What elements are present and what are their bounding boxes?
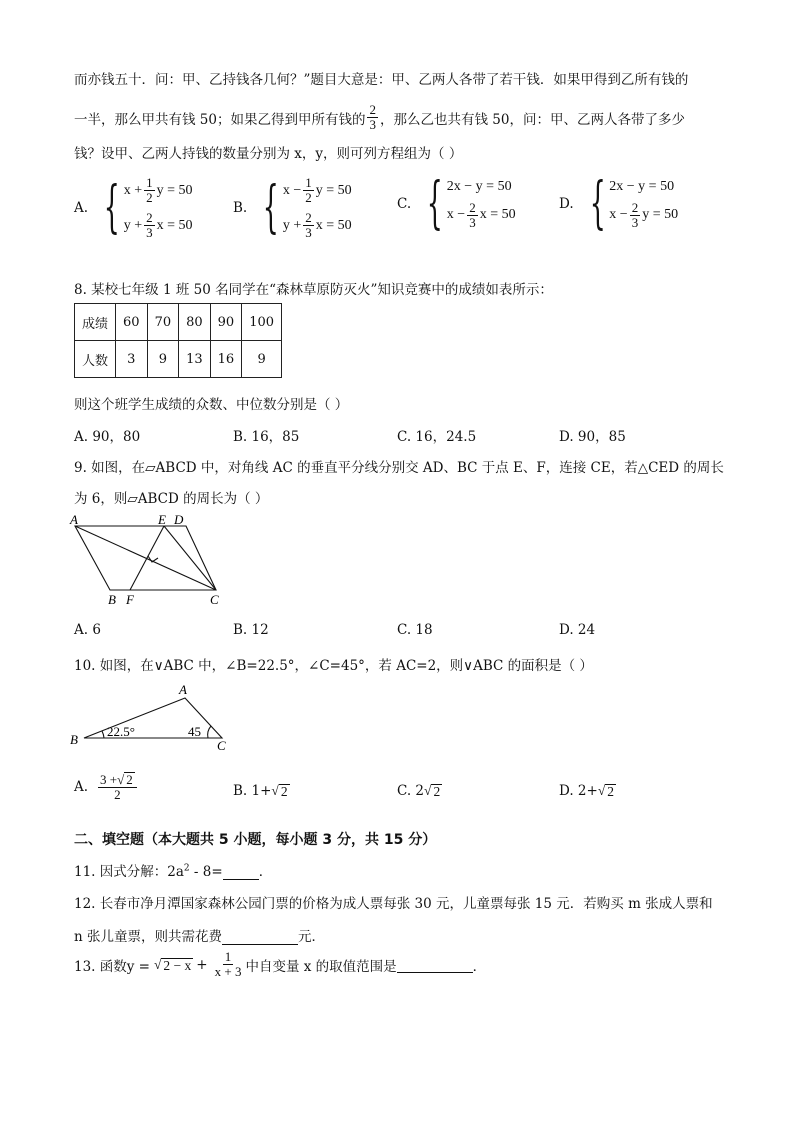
section-2-heading: 二、填空题（本大题共 5 小题，每小题 3 分，共 15 分） xyxy=(74,832,437,848)
equation-pre: x − xyxy=(609,207,628,222)
label-a: A xyxy=(70,512,78,527)
equation-system xyxy=(124,176,193,240)
q8-option-c: C. 16，24.5 xyxy=(397,429,477,445)
q8-cell: 成绩 xyxy=(75,304,116,341)
q7-line-2b: ，那么乙也共有钱 50，问：甲、乙两人各带了多少 xyxy=(379,111,685,128)
q7-option-d xyxy=(559,171,679,236)
q13-pre: 13. 函数y = xyxy=(74,958,150,975)
coefficient-fraction xyxy=(303,211,314,240)
q9-option-c: C. 18 xyxy=(397,622,433,638)
coefficient-fraction xyxy=(144,176,155,205)
angle-c-arc xyxy=(208,726,211,738)
equation-system xyxy=(609,179,678,230)
q8-option-b: B. 16，85 xyxy=(233,429,300,445)
angle-c-value: 45 xyxy=(188,724,201,739)
fraction-num: 1 xyxy=(305,175,312,190)
q8-cell: 16 xyxy=(210,341,242,378)
fraction-num: 2 xyxy=(146,210,153,225)
q10-option-c xyxy=(397,783,442,799)
equation-pre: 2x − y = 50 xyxy=(446,178,512,194)
sqrt-sign: √ 2 xyxy=(424,783,441,799)
q10-stem: 10. 如图，在∨ABC 中，∠B=22.5°，∠C=45°，若 AC=2，则∨ABC 的面积是（ ） xyxy=(74,658,593,674)
q11-pre: 11. 因式分解：2a xyxy=(74,864,184,880)
q11-exponent: 2 xyxy=(183,863,190,874)
label-d: D xyxy=(174,512,184,527)
q13-fraction-num: 1 xyxy=(224,949,232,964)
q8-cell: 70 xyxy=(147,304,179,341)
q13-end: ． xyxy=(472,958,487,975)
q10-option-a-num-pre: 3 + xyxy=(100,772,118,787)
radicand: 2 xyxy=(433,784,441,799)
option-label: D. xyxy=(559,196,574,212)
q7-line-2 xyxy=(74,103,685,132)
q9-option-a: A. 6 xyxy=(74,622,101,638)
fraction-den: 3 xyxy=(305,225,312,240)
coefficient-fraction xyxy=(144,211,155,240)
coefficient-fraction xyxy=(303,176,314,205)
q10-option-b xyxy=(233,783,290,799)
q9-parallelogram-figure xyxy=(64,512,234,608)
q8-cell: 80 xyxy=(179,304,211,341)
fraction-den: 3 xyxy=(469,214,476,230)
equation-pre: x − xyxy=(446,207,466,222)
q10-option-b-text: B. 1+ xyxy=(233,783,272,799)
q13-fraction-den: x + 3 xyxy=(214,964,242,979)
q11-end: ． xyxy=(258,864,273,880)
fraction-den: 2 xyxy=(146,190,153,205)
q7-fraction-num: 2 xyxy=(369,102,376,117)
q8-cell: 13 xyxy=(179,341,211,378)
fraction-num: 2 xyxy=(469,199,476,215)
equation-pre: y + xyxy=(123,217,143,233)
q8-cell: 100 xyxy=(242,304,282,341)
coefficient-fraction xyxy=(630,201,641,230)
q8-table-row-score xyxy=(75,304,282,341)
equation xyxy=(447,179,516,195)
equation xyxy=(124,176,193,205)
equation-post: x = 50 xyxy=(479,207,516,222)
q11-post: - 8= xyxy=(189,864,223,880)
equation-pre: 2x − y = 50 xyxy=(609,178,675,194)
equation xyxy=(609,179,678,195)
equation-pre: x + xyxy=(123,182,143,198)
q9-line-1: 9. 如图，在▱ABCD 中，对角线 AC 的垂直平分线分别交 AD、BC 于点 E、F，连接 CE，若△CED 的周长 xyxy=(74,460,724,476)
q7-line-2a: 一半，那么甲共有钱 50；如果乙得到甲所有钱的 xyxy=(74,111,366,128)
fraction-num: 2 xyxy=(631,199,639,215)
q7-option-c xyxy=(397,171,516,236)
angle-b-value: 22.5° xyxy=(107,724,135,739)
q10-option-a-num xyxy=(98,772,137,788)
q10-option-a-fraction xyxy=(98,772,137,802)
q11-answer-blank[interactable] xyxy=(223,879,259,880)
system-brace: { xyxy=(263,175,280,240)
q10-triangle-figure xyxy=(64,680,244,752)
option-label: A. xyxy=(74,200,89,216)
q7-option-a xyxy=(74,176,193,240)
q7-line-1: 而亦钱五十．问：甲、乙持钱各几何？”题目大意是：甲、乙两人各带了若干钱．如果甲得到乙所有钱的 xyxy=(74,72,689,88)
triangle-abc xyxy=(84,698,222,738)
sqrt-sign: √ 2 xyxy=(271,783,288,799)
equation-system xyxy=(447,179,516,230)
equation xyxy=(609,201,678,230)
system-brace: { xyxy=(589,171,606,236)
equation-pre: x − xyxy=(282,182,302,198)
radicand: 2 xyxy=(607,784,614,799)
sqrt-sign: √ 2 xyxy=(117,772,133,787)
q10-option-a-den: 2 xyxy=(114,787,121,802)
right-angle-mark xyxy=(148,556,158,562)
q12-line-2a: n 张儿童票，则共需花费 xyxy=(74,929,222,945)
equation-post: y = 50 xyxy=(156,182,193,198)
fraction-num: 1 xyxy=(146,175,153,190)
option-label: B. xyxy=(233,200,248,216)
q8-cell: 60 xyxy=(116,304,148,341)
equation-pre: y + xyxy=(282,217,302,233)
q10-option-a xyxy=(74,772,139,802)
q7-option-b xyxy=(233,176,352,240)
label-e: E xyxy=(158,512,166,527)
q7-fraction xyxy=(367,103,378,132)
q8-table-row-count xyxy=(75,341,282,378)
q8-option-d: D. 90，85 xyxy=(559,429,626,445)
fraction-den: 3 xyxy=(146,225,153,240)
q8-cell: 人数 xyxy=(75,341,116,378)
system-brace: { xyxy=(426,171,443,236)
label-c: C xyxy=(217,738,226,752)
equation xyxy=(283,176,352,205)
coefficient-fraction xyxy=(467,201,478,230)
q13-answer-blank[interactable] xyxy=(397,956,473,973)
option-label: C. xyxy=(397,196,412,212)
q13-fraction xyxy=(213,950,244,979)
label-b: B xyxy=(70,732,78,747)
q12-line-2b: 元． xyxy=(298,929,325,945)
q7-line-3: 钱？设甲、乙两人持钱的数量分别为 x，y，则可列方程组为（ ） xyxy=(74,146,463,162)
diagonal-ac xyxy=(75,526,216,590)
equation-post: y = 50 xyxy=(642,207,679,222)
q8-cell: 9 xyxy=(242,341,282,378)
label-a: A xyxy=(179,682,187,697)
equation-system xyxy=(283,176,352,240)
q7-fraction-den: 3 xyxy=(369,117,376,132)
angle-b-arc xyxy=(102,731,104,738)
q8-cell: 90 xyxy=(210,304,242,341)
label-f: F xyxy=(126,592,134,607)
q13-post: 中自变量 x 的取值范围是 xyxy=(245,958,397,975)
fraction-den: 2 xyxy=(305,190,312,205)
q9-line-2: 为 6，则▱ABCD 的周长为（ ） xyxy=(74,491,269,507)
q8-option-a: A. 90，80 xyxy=(74,429,141,445)
label-c: C xyxy=(210,592,219,607)
equation-post: x = 50 xyxy=(156,217,193,233)
q13 xyxy=(74,950,486,979)
equation xyxy=(283,211,352,240)
perpendicular-bisector-ef xyxy=(130,526,164,590)
q12-line-1: 12. 长春市净月潭国家森林公园门票的价格为成人票每张 30 元，儿童票每张 15 元．若购买 m 张成人票和 xyxy=(74,896,713,912)
fraction-den: 3 xyxy=(631,214,639,230)
q8-score-table xyxy=(74,303,282,378)
q9-option-d: D. 24 xyxy=(559,622,596,638)
sqrt-sign: √ 2 xyxy=(597,783,614,799)
q8-question: 则这个班学生成绩的众数、中位数分别是（ ） xyxy=(74,397,349,413)
label-b: B xyxy=(108,592,116,607)
q8-cell: 9 xyxy=(147,341,179,378)
q12-answer-blank[interactable] xyxy=(222,944,298,945)
equation-post: y = 50 xyxy=(315,182,352,198)
radicand: 2 xyxy=(280,784,288,799)
q8-cell: 3 xyxy=(116,341,148,378)
system-brace: { xyxy=(103,175,120,240)
q10-option-d-text: D. 2+ xyxy=(559,783,598,799)
q13-plus: + xyxy=(196,956,208,973)
radicand: 2 xyxy=(126,772,133,787)
q10-option-c-text: C. 2 xyxy=(397,783,425,799)
equation xyxy=(124,211,193,240)
q10-option-a-label: A. xyxy=(74,779,89,795)
q8-stem: 8. 某校七年级 1 班 50 名同学在“森林草原防灭火”知识竞赛中的成绩如表所示： xyxy=(74,282,553,298)
fraction-num: 2 xyxy=(305,210,312,225)
q11 xyxy=(74,860,272,880)
q9-option-b: B. 12 xyxy=(233,622,269,638)
radicand: 2 − x xyxy=(163,957,192,973)
sqrt-sign: √ 2 − x xyxy=(154,956,192,973)
q12-line-2 xyxy=(74,925,325,945)
q10-option-d xyxy=(559,783,616,799)
equation-post: x = 50 xyxy=(315,217,352,233)
equation xyxy=(447,201,516,230)
